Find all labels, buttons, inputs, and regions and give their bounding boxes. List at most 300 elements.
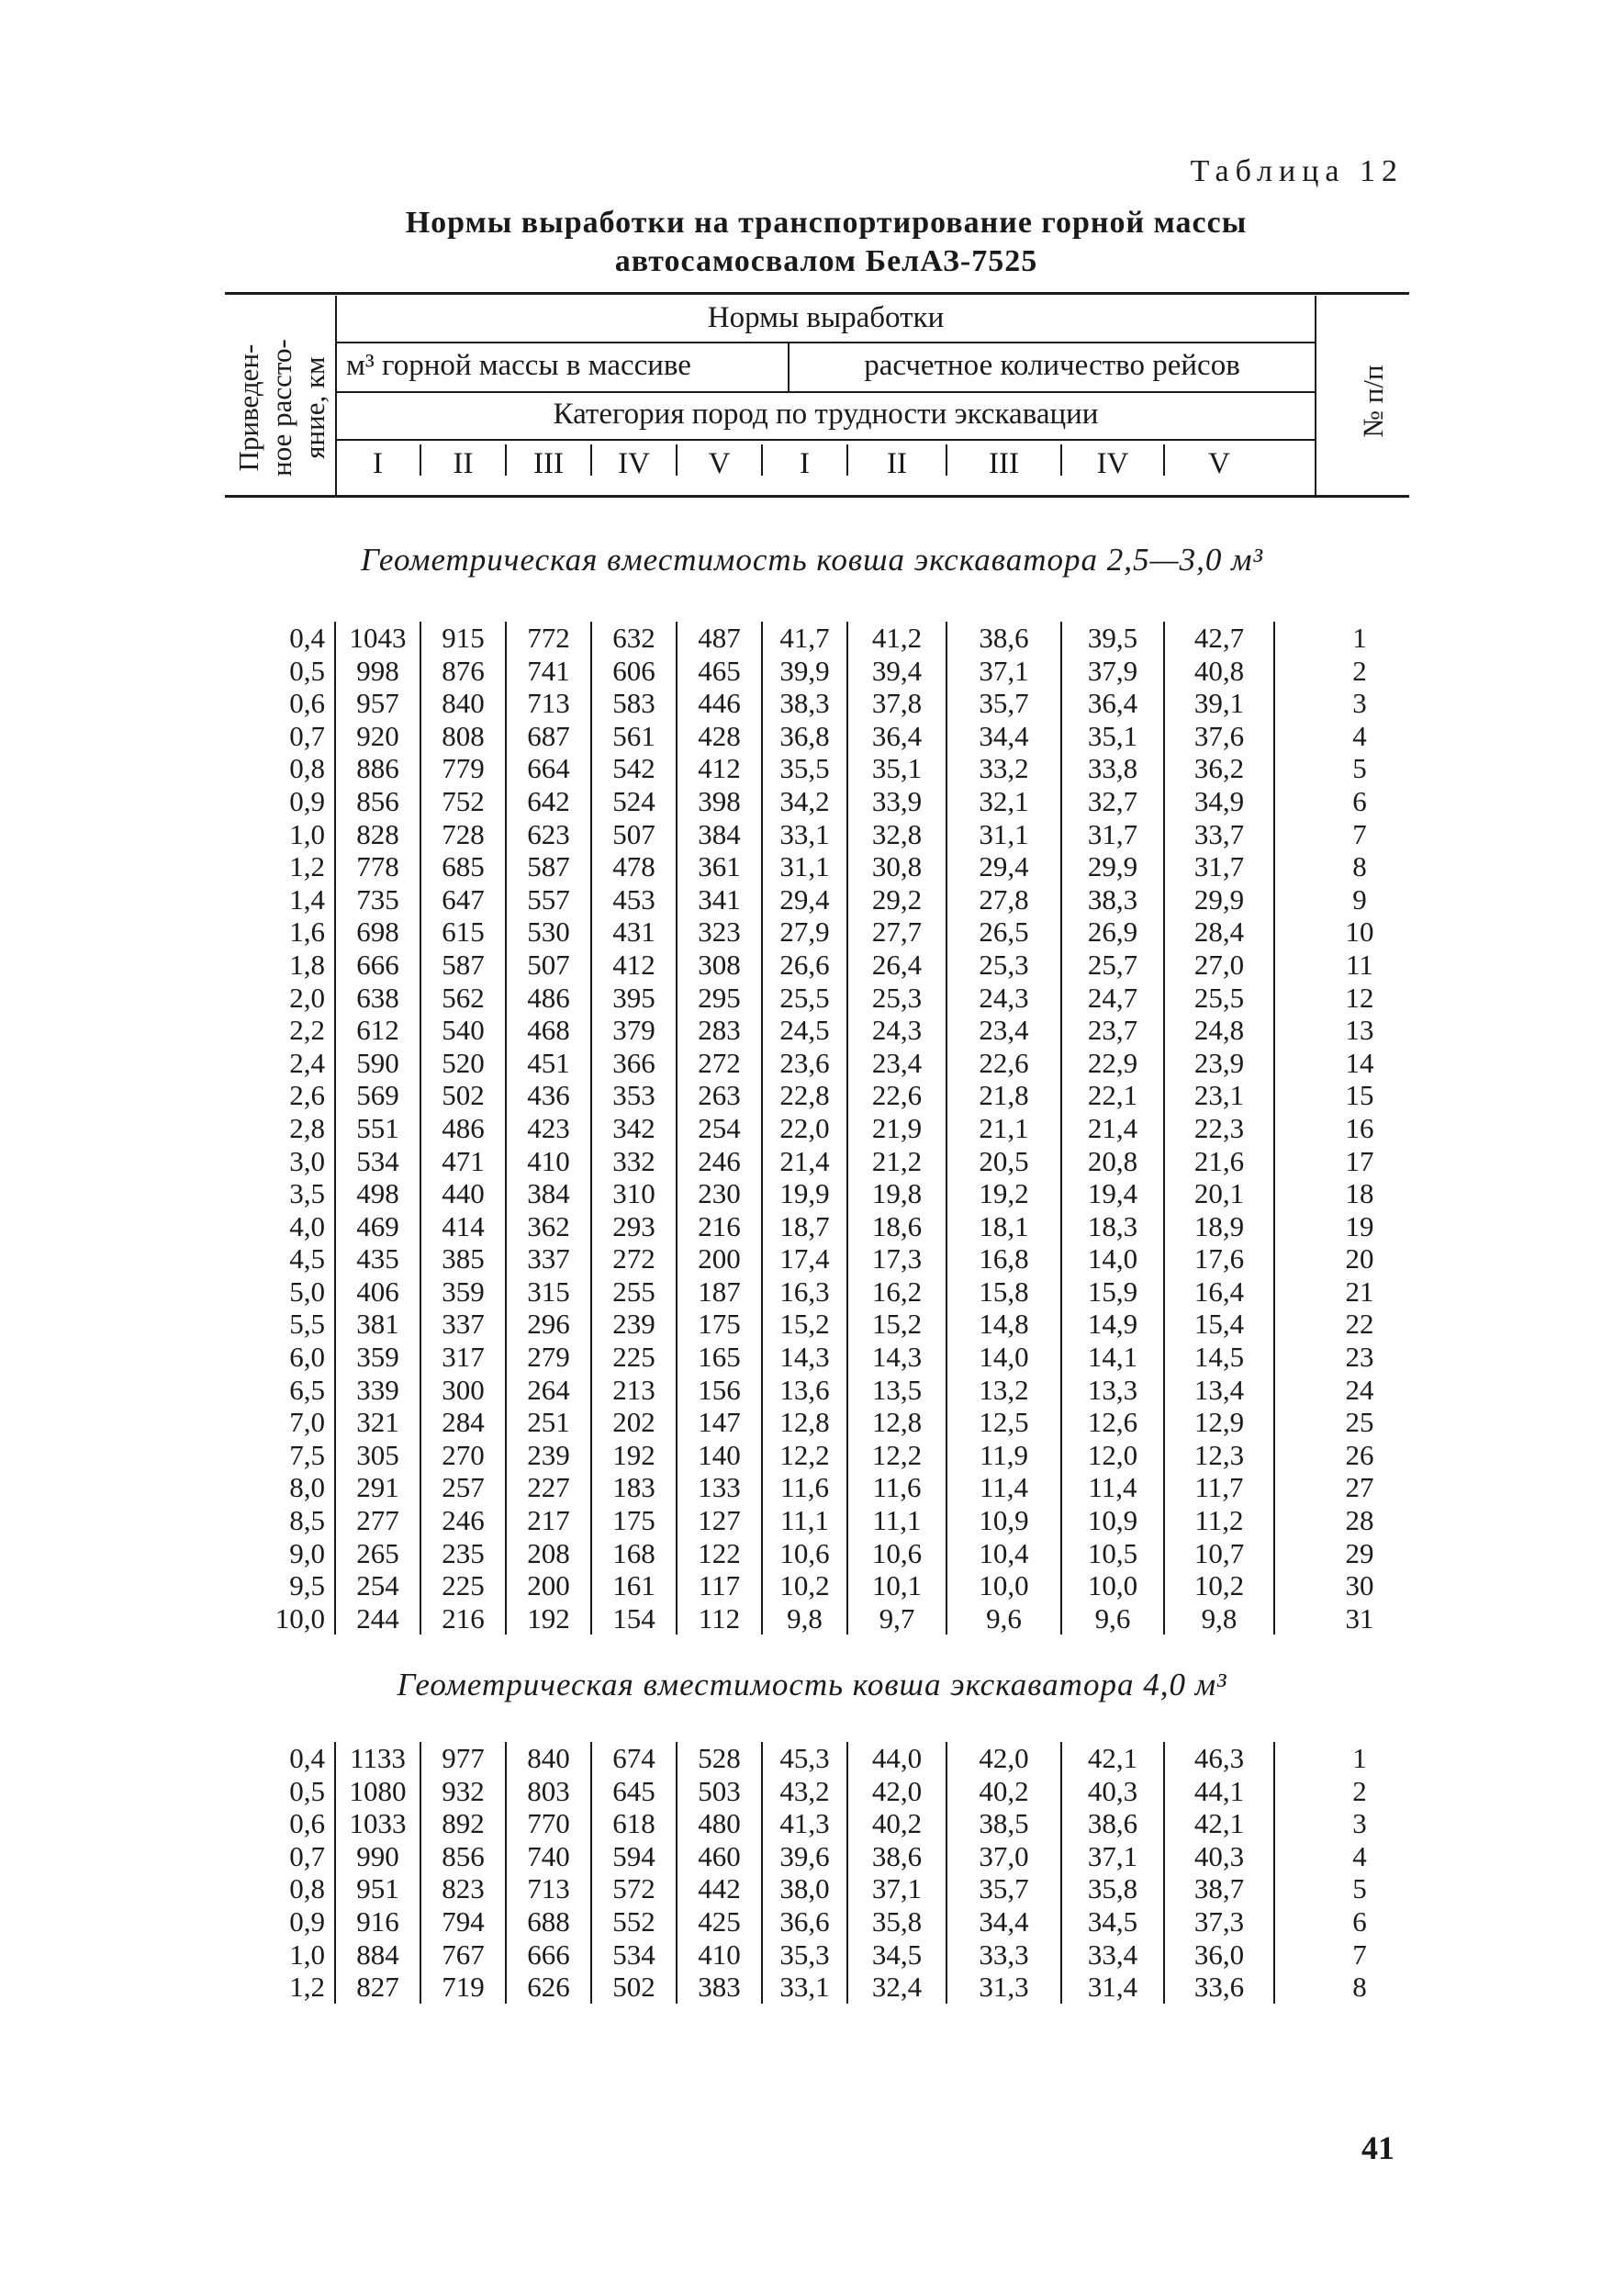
value-cell: 366 <box>591 1047 677 1080</box>
value-cell: 530 <box>506 916 591 949</box>
value-cell: 35,7 <box>946 687 1061 720</box>
row-number-cell: 27 <box>1345 1471 1374 1504</box>
value-cell: 590 <box>335 1047 420 1080</box>
value-cell: 569 <box>335 1079 420 1112</box>
value-cell: 251 <box>506 1406 591 1439</box>
value-cell: 638 <box>335 982 420 1015</box>
value-cell: 23,9 <box>1164 1047 1274 1080</box>
category-numeral-1: I <box>373 447 383 480</box>
value-cell: 44,1 <box>1164 1775 1274 1808</box>
table-row <box>225 1439 1444 1472</box>
value-cell: 886 <box>335 752 420 785</box>
value-cell: 1043 <box>335 622 420 655</box>
row-number-cell: 26 <box>1345 1438 1374 1471</box>
value-cell: 41,7 <box>762 622 847 655</box>
value-cell: 13,3 <box>1061 1374 1164 1407</box>
table-row <box>225 1569 1444 1602</box>
value-cell: 24,3 <box>847 1014 946 1047</box>
value-cell: 632 <box>591 622 677 655</box>
value-cell: 25,3 <box>847 982 946 1015</box>
value-cell: 40,3 <box>1164 1840 1274 1873</box>
value-cell: 22,0 <box>762 1112 847 1145</box>
value-cell: 14,3 <box>762 1341 847 1374</box>
value-cell: 156 <box>677 1374 762 1407</box>
value-cell: 14,0 <box>1061 1242 1164 1275</box>
value-cell: 10,5 <box>1061 1537 1164 1570</box>
value-cell: 127 <box>677 1504 762 1537</box>
value-cell: 246 <box>677 1145 762 1178</box>
value-cell: 37,3 <box>1164 1905 1274 1938</box>
value-cell: 572 <box>591 1872 677 1905</box>
value-cell: 14,0 <box>946 1341 1061 1374</box>
category-numeral-2: II <box>453 447 474 480</box>
value-cell: 31,1 <box>762 850 847 883</box>
value-cell: 480 <box>677 1807 762 1840</box>
value-cell: 317 <box>420 1341 506 1374</box>
distance-cell: 5,5 <box>225 1308 335 1341</box>
value-cell: 9,6 <box>946 1602 1061 1635</box>
value-cell: 29,4 <box>946 850 1061 883</box>
value-cell: 270 <box>420 1439 506 1472</box>
header-rule-2 <box>337 391 1315 393</box>
table-row <box>225 850 1444 883</box>
row-number-cell: 17 <box>1345 1144 1374 1177</box>
value-cell: 321 <box>335 1406 420 1439</box>
distance-cell: 10,0 <box>225 1602 335 1635</box>
title-line-2: автосамосвалом БелАЗ-7525 <box>614 244 1038 278</box>
value-cell: 33,8 <box>1061 752 1164 785</box>
value-cell: 10,2 <box>762 1569 847 1602</box>
value-cell: 468 <box>506 1014 591 1047</box>
value-cell: 451 <box>506 1047 591 1080</box>
value-cell: 32,8 <box>847 818 946 851</box>
value-cell: 534 <box>335 1145 420 1178</box>
value-cell: 216 <box>677 1210 762 1243</box>
value-cell: 161 <box>591 1569 677 1602</box>
value-cell: 856 <box>335 785 420 818</box>
category-numeral-9: IV <box>1096 447 1129 480</box>
header-rule-3 <box>337 439 1315 441</box>
value-cell: 770 <box>506 1807 591 1840</box>
table-row <box>225 1374 1444 1407</box>
value-cell: 10,6 <box>847 1537 946 1570</box>
value-cell: 666 <box>335 949 420 982</box>
value-cell: 22,6 <box>946 1047 1061 1080</box>
value-cell: 29,9 <box>1164 883 1274 916</box>
value-cell: 32,1 <box>946 785 1061 818</box>
value-cell: 40,8 <box>1164 655 1274 688</box>
value-cell: 272 <box>591 1242 677 1275</box>
value-cell: 31,7 <box>1061 818 1164 851</box>
value-cell: 36,0 <box>1164 1938 1274 1972</box>
value-cell: 40,2 <box>847 1807 946 1840</box>
value-cell: 13,4 <box>1164 1374 1274 1407</box>
value-cell: 465 <box>677 655 762 688</box>
value-cell: 9,6 <box>1061 1602 1164 1635</box>
value-cell: 32,7 <box>1061 785 1164 818</box>
value-cell: 208 <box>506 1537 591 1570</box>
value-cell: 34,5 <box>1061 1905 1164 1938</box>
value-cell: 227 <box>506 1471 591 1504</box>
value-cell: 216 <box>420 1602 506 1635</box>
value-cell: 13,2 <box>946 1374 1061 1407</box>
value-cell: 332 <box>591 1145 677 1178</box>
value-cell: 33,7 <box>1164 818 1274 851</box>
table-row <box>225 1079 1444 1112</box>
distance-cell: 0,8 <box>225 752 335 785</box>
value-cell: 225 <box>420 1569 506 1602</box>
value-cell: 300 <box>420 1374 506 1407</box>
value-cell: 23,7 <box>1061 1014 1164 1047</box>
value-cell: 27,9 <box>762 916 847 949</box>
row-number-cell: 30 <box>1345 1569 1374 1602</box>
value-cell: 507 <box>591 818 677 851</box>
row-number-cell: 1 <box>1352 1742 1367 1774</box>
value-cell: 14,5 <box>1164 1341 1274 1374</box>
value-cell: 469 <box>335 1210 420 1243</box>
page-number: 41 <box>1361 2129 1394 2166</box>
value-cell: 22,9 <box>1061 1047 1164 1080</box>
value-cell: 486 <box>420 1112 506 1145</box>
value-cell: 9,8 <box>762 1602 847 1635</box>
value-cell: 503 <box>677 1775 762 1808</box>
table-row <box>225 1905 1444 1938</box>
value-cell: 840 <box>506 1742 591 1775</box>
value-cell: 35,3 <box>762 1938 847 1972</box>
value-cell: 557 <box>506 883 591 916</box>
row-number-cell: 2 <box>1352 1774 1367 1807</box>
value-cell: 11,4 <box>946 1471 1061 1504</box>
value-cell: 26,6 <box>762 949 847 982</box>
value-cell: 24,7 <box>1061 982 1164 1015</box>
value-cell: 239 <box>591 1308 677 1341</box>
value-cell: 31,7 <box>1164 850 1274 883</box>
value-cell: 337 <box>420 1308 506 1341</box>
value-cell: 428 <box>677 720 762 753</box>
value-cell: 412 <box>677 752 762 785</box>
row-number-cell: 31 <box>1345 1601 1374 1635</box>
distance-cell: 0,5 <box>225 655 335 688</box>
row-number-cell: 24 <box>1345 1373 1374 1406</box>
row-number-cell: 1 <box>1352 622 1367 654</box>
value-cell: 24,3 <box>946 982 1061 1015</box>
category-header: Категория пород по трудности экскавации <box>553 398 1099 431</box>
value-cell: 35,8 <box>847 1905 946 1938</box>
value-cell: 25,5 <box>762 982 847 1015</box>
value-cell: 117 <box>677 1569 762 1602</box>
table-row <box>225 1971 1444 2004</box>
value-cell: 471 <box>420 1145 506 1178</box>
table-row <box>225 622 1444 655</box>
value-cell: 823 <box>420 1872 506 1905</box>
title-line-1: Нормы выработки на транспортирование горной массы <box>405 206 1248 240</box>
distance-cell: 0,6 <box>225 687 335 720</box>
distance-cell: 2,0 <box>225 982 335 1015</box>
value-cell: 37,1 <box>1061 1840 1164 1873</box>
value-cell: 29,2 <box>847 883 946 916</box>
value-cell: 612 <box>335 1014 420 1047</box>
value-cell: 40,2 <box>946 1775 1061 1808</box>
row-number-header: № п/п <box>1357 365 1389 438</box>
value-cell: 33,1 <box>762 1971 847 2004</box>
value-cell: 33,4 <box>1061 1938 1164 1972</box>
value-cell: 920 <box>335 720 420 753</box>
data-table-2 <box>225 1742 1444 2004</box>
value-cell: 42,1 <box>1061 1742 1164 1775</box>
distance-cell: 1,0 <box>225 1938 335 1972</box>
value-cell: 442 <box>677 1872 762 1905</box>
table-row <box>225 1014 1444 1047</box>
value-cell: 21,8 <box>946 1079 1061 1112</box>
value-cell: 21,6 <box>1164 1145 1274 1178</box>
value-cell: 12,2 <box>762 1439 847 1472</box>
value-cell: 10,0 <box>946 1569 1061 1602</box>
value-cell: 618 <box>591 1807 677 1840</box>
value-cell: 254 <box>335 1569 420 1602</box>
table-row <box>225 1807 1444 1840</box>
table-row <box>225 1112 1444 1145</box>
value-cell: 561 <box>591 720 677 753</box>
table-row <box>225 752 1444 785</box>
value-cell: 12,5 <box>946 1406 1061 1439</box>
row-number-cell: 3 <box>1352 687 1367 720</box>
value-cell: 460 <box>677 1840 762 1873</box>
value-cell: 295 <box>677 982 762 1015</box>
value-cell: 998 <box>335 655 420 688</box>
value-cell: 647 <box>420 883 506 916</box>
value-cell: 414 <box>420 1210 506 1243</box>
value-cell: 28,4 <box>1164 916 1274 949</box>
distance-cell: 7,0 <box>225 1406 335 1439</box>
value-cell: 11,6 <box>762 1471 847 1504</box>
value-cell: 36,4 <box>847 720 946 753</box>
value-cell: 361 <box>677 850 762 883</box>
value-cell: 37,1 <box>946 655 1061 688</box>
value-cell: 728 <box>420 818 506 851</box>
table-row <box>225 1742 1444 1775</box>
value-cell: 767 <box>420 1938 506 1972</box>
distance-cell: 6,0 <box>225 1341 335 1374</box>
table-row <box>225 1047 1444 1080</box>
value-cell: 18,6 <box>847 1210 946 1243</box>
category-numeral-3: III <box>533 447 564 480</box>
value-cell: 16,4 <box>1164 1275 1274 1309</box>
value-cell: 22,6 <box>847 1079 946 1112</box>
value-cell: 24,8 <box>1164 1014 1274 1047</box>
value-cell: 892 <box>420 1807 506 1840</box>
table-row <box>225 1145 1444 1178</box>
value-cell: 175 <box>591 1504 677 1537</box>
row-number-cell: 4 <box>1352 719 1367 752</box>
distance-header-line-2: ное рассто- <box>265 339 297 477</box>
value-cell: 21,4 <box>762 1145 847 1178</box>
value-cell: 11,2 <box>1164 1504 1274 1537</box>
row-number-cell: 22 <box>1345 1308 1374 1341</box>
value-cell: 19,4 <box>1061 1177 1164 1210</box>
value-cell: 951 <box>335 1872 420 1905</box>
value-cell: 37,1 <box>847 1872 946 1905</box>
value-cell: 642 <box>506 785 591 818</box>
distance-cell: 1,6 <box>225 916 335 949</box>
row-number-cell: 15 <box>1345 1079 1374 1112</box>
value-cell: 46,3 <box>1164 1742 1274 1775</box>
value-cell: 916 <box>335 1905 420 1938</box>
value-cell: 14,8 <box>946 1308 1061 1341</box>
value-cell: 26,4 <box>847 949 946 982</box>
row-number-cell: 5 <box>1352 752 1367 785</box>
value-cell: 305 <box>335 1439 420 1472</box>
value-cell: 21,1 <box>946 1112 1061 1145</box>
value-cell: 794 <box>420 1905 506 1938</box>
distance-cell: 4,0 <box>225 1210 335 1243</box>
value-cell: 27,0 <box>1164 949 1274 982</box>
row-number-cell: 6 <box>1352 1904 1367 1938</box>
value-cell: 35,7 <box>946 1872 1061 1905</box>
distance-cell: 4,5 <box>225 1242 335 1275</box>
category-numeral-8: III <box>989 447 1019 480</box>
value-cell: 15,4 <box>1164 1308 1274 1341</box>
distance-cell: 0,8 <box>225 1872 335 1905</box>
row-number-cell: 20 <box>1345 1242 1374 1275</box>
value-cell: 487 <box>677 622 762 655</box>
header-divider-right <box>1315 296 1316 495</box>
value-cell: 147 <box>677 1406 762 1439</box>
value-cell: 13,6 <box>762 1374 847 1407</box>
row-number-cell: 13 <box>1345 1014 1374 1047</box>
distance-cell: 1,4 <box>225 883 335 916</box>
value-cell: 32,4 <box>847 1971 946 2004</box>
value-cell: 38,3 <box>1061 883 1164 916</box>
value-cell: 33,9 <box>847 785 946 818</box>
table-label: Таблица 12 <box>1190 154 1404 188</box>
value-cell: 25,5 <box>1164 982 1274 1015</box>
value-cell: 168 <box>591 1537 677 1570</box>
value-cell: 38,6 <box>1061 1807 1164 1840</box>
value-cell: 225 <box>591 1341 677 1374</box>
value-cell: 31,3 <box>946 1971 1061 2004</box>
distance-cell: 9,0 <box>225 1537 335 1570</box>
value-cell: 122 <box>677 1537 762 1570</box>
distance-cell: 0,7 <box>225 1840 335 1873</box>
value-cell: 687 <box>506 720 591 753</box>
value-cell: 977 <box>420 1742 506 1775</box>
value-cell: 453 <box>591 883 677 916</box>
value-cell: 341 <box>677 883 762 916</box>
value-cell: 37,9 <box>1061 655 1164 688</box>
value-cell: 20,5 <box>946 1145 1061 1178</box>
value-cell: 551 <box>335 1112 420 1145</box>
value-cell: 38,0 <box>762 1872 847 1905</box>
header-rule-1 <box>337 342 1315 343</box>
header-bottom-rule <box>225 495 1409 498</box>
value-cell: 15,2 <box>762 1308 847 1341</box>
value-cell: 425 <box>677 1905 762 1938</box>
value-cell: 26,9 <box>1061 916 1164 949</box>
value-cell: 435 <box>335 1242 420 1275</box>
value-cell: 293 <box>591 1210 677 1243</box>
table-row <box>225 818 1444 851</box>
value-cell: 9,7 <box>847 1602 946 1635</box>
value-cell: 808 <box>420 720 506 753</box>
table-row <box>225 1275 1444 1309</box>
value-cell: 310 <box>591 1177 677 1210</box>
value-cell: 24,5 <box>762 1014 847 1047</box>
value-cell: 957 <box>335 687 420 720</box>
value-cell: 12,8 <box>847 1406 946 1439</box>
value-cell: 10,1 <box>847 1569 946 1602</box>
value-cell: 140 <box>677 1439 762 1472</box>
value-cell: 735 <box>335 883 420 916</box>
section-title-2: Геометрическая вместимость ковша экскаватора 4,0 м³ <box>397 1667 1227 1702</box>
distance-cell: 9,5 <box>225 1569 335 1602</box>
value-cell: 41,2 <box>847 622 946 655</box>
value-cell: 486 <box>506 982 591 1015</box>
value-cell: 14,9 <box>1061 1308 1164 1341</box>
value-cell: 507 <box>506 949 591 982</box>
row-number-cell: 9 <box>1352 882 1367 916</box>
value-cell: 12,8 <box>762 1406 847 1439</box>
value-cell: 39,6 <box>762 1840 847 1873</box>
value-cell: 27,8 <box>946 883 1061 916</box>
value-cell: 230 <box>677 1177 762 1210</box>
value-cell: 713 <box>506 687 591 720</box>
distance-cell: 3,0 <box>225 1145 335 1178</box>
value-cell: 606 <box>591 655 677 688</box>
row-number-cell: 16 <box>1345 1111 1374 1144</box>
value-cell: 255 <box>591 1275 677 1309</box>
value-cell: 381 <box>335 1308 420 1341</box>
value-cell: 876 <box>420 655 506 688</box>
value-cell: 740 <box>506 1840 591 1873</box>
value-cell: 856 <box>420 1840 506 1873</box>
table-row <box>225 720 1444 753</box>
value-cell: 587 <box>506 850 591 883</box>
value-cell: 263 <box>677 1079 762 1112</box>
row-number-cell: 28 <box>1345 1504 1374 1537</box>
distance-cell: 0,9 <box>225 1905 335 1938</box>
value-cell: 10,9 <box>946 1504 1061 1537</box>
value-cell: 34,4 <box>946 1905 1061 1938</box>
value-cell: 827 <box>335 1971 420 2004</box>
value-cell: 359 <box>420 1275 506 1309</box>
value-cell: 14,1 <box>1061 1341 1164 1374</box>
distance-header-line-3: яние, км <box>298 356 330 459</box>
value-cell: 38,6 <box>946 622 1061 655</box>
value-cell: 284 <box>420 1406 506 1439</box>
table-row <box>225 1840 1444 1873</box>
value-cell: 502 <box>591 1971 677 2004</box>
value-cell: 42,0 <box>946 1742 1061 1775</box>
value-cell: 235 <box>420 1537 506 1570</box>
value-cell: 342 <box>591 1112 677 1145</box>
row-number-cell: 8 <box>1352 850 1367 883</box>
value-cell: 22,8 <box>762 1079 847 1112</box>
value-cell: 688 <box>506 1905 591 1938</box>
value-cell: 534 <box>591 1938 677 1972</box>
value-cell: 698 <box>335 916 420 949</box>
value-cell: 11,7 <box>1164 1471 1274 1504</box>
value-cell: 31,4 <box>1061 1971 1164 2004</box>
row-number-cell: 8 <box>1352 1971 1367 2004</box>
value-cell: 524 <box>591 785 677 818</box>
value-cell: 154 <box>591 1602 677 1635</box>
value-cell: 719 <box>420 1971 506 2004</box>
row-number-cell: 14 <box>1345 1046 1374 1079</box>
value-cell: 587 <box>420 949 506 982</box>
table-row <box>225 785 1444 818</box>
value-cell: 884 <box>335 1938 420 1972</box>
value-cell: 202 <box>591 1406 677 1439</box>
